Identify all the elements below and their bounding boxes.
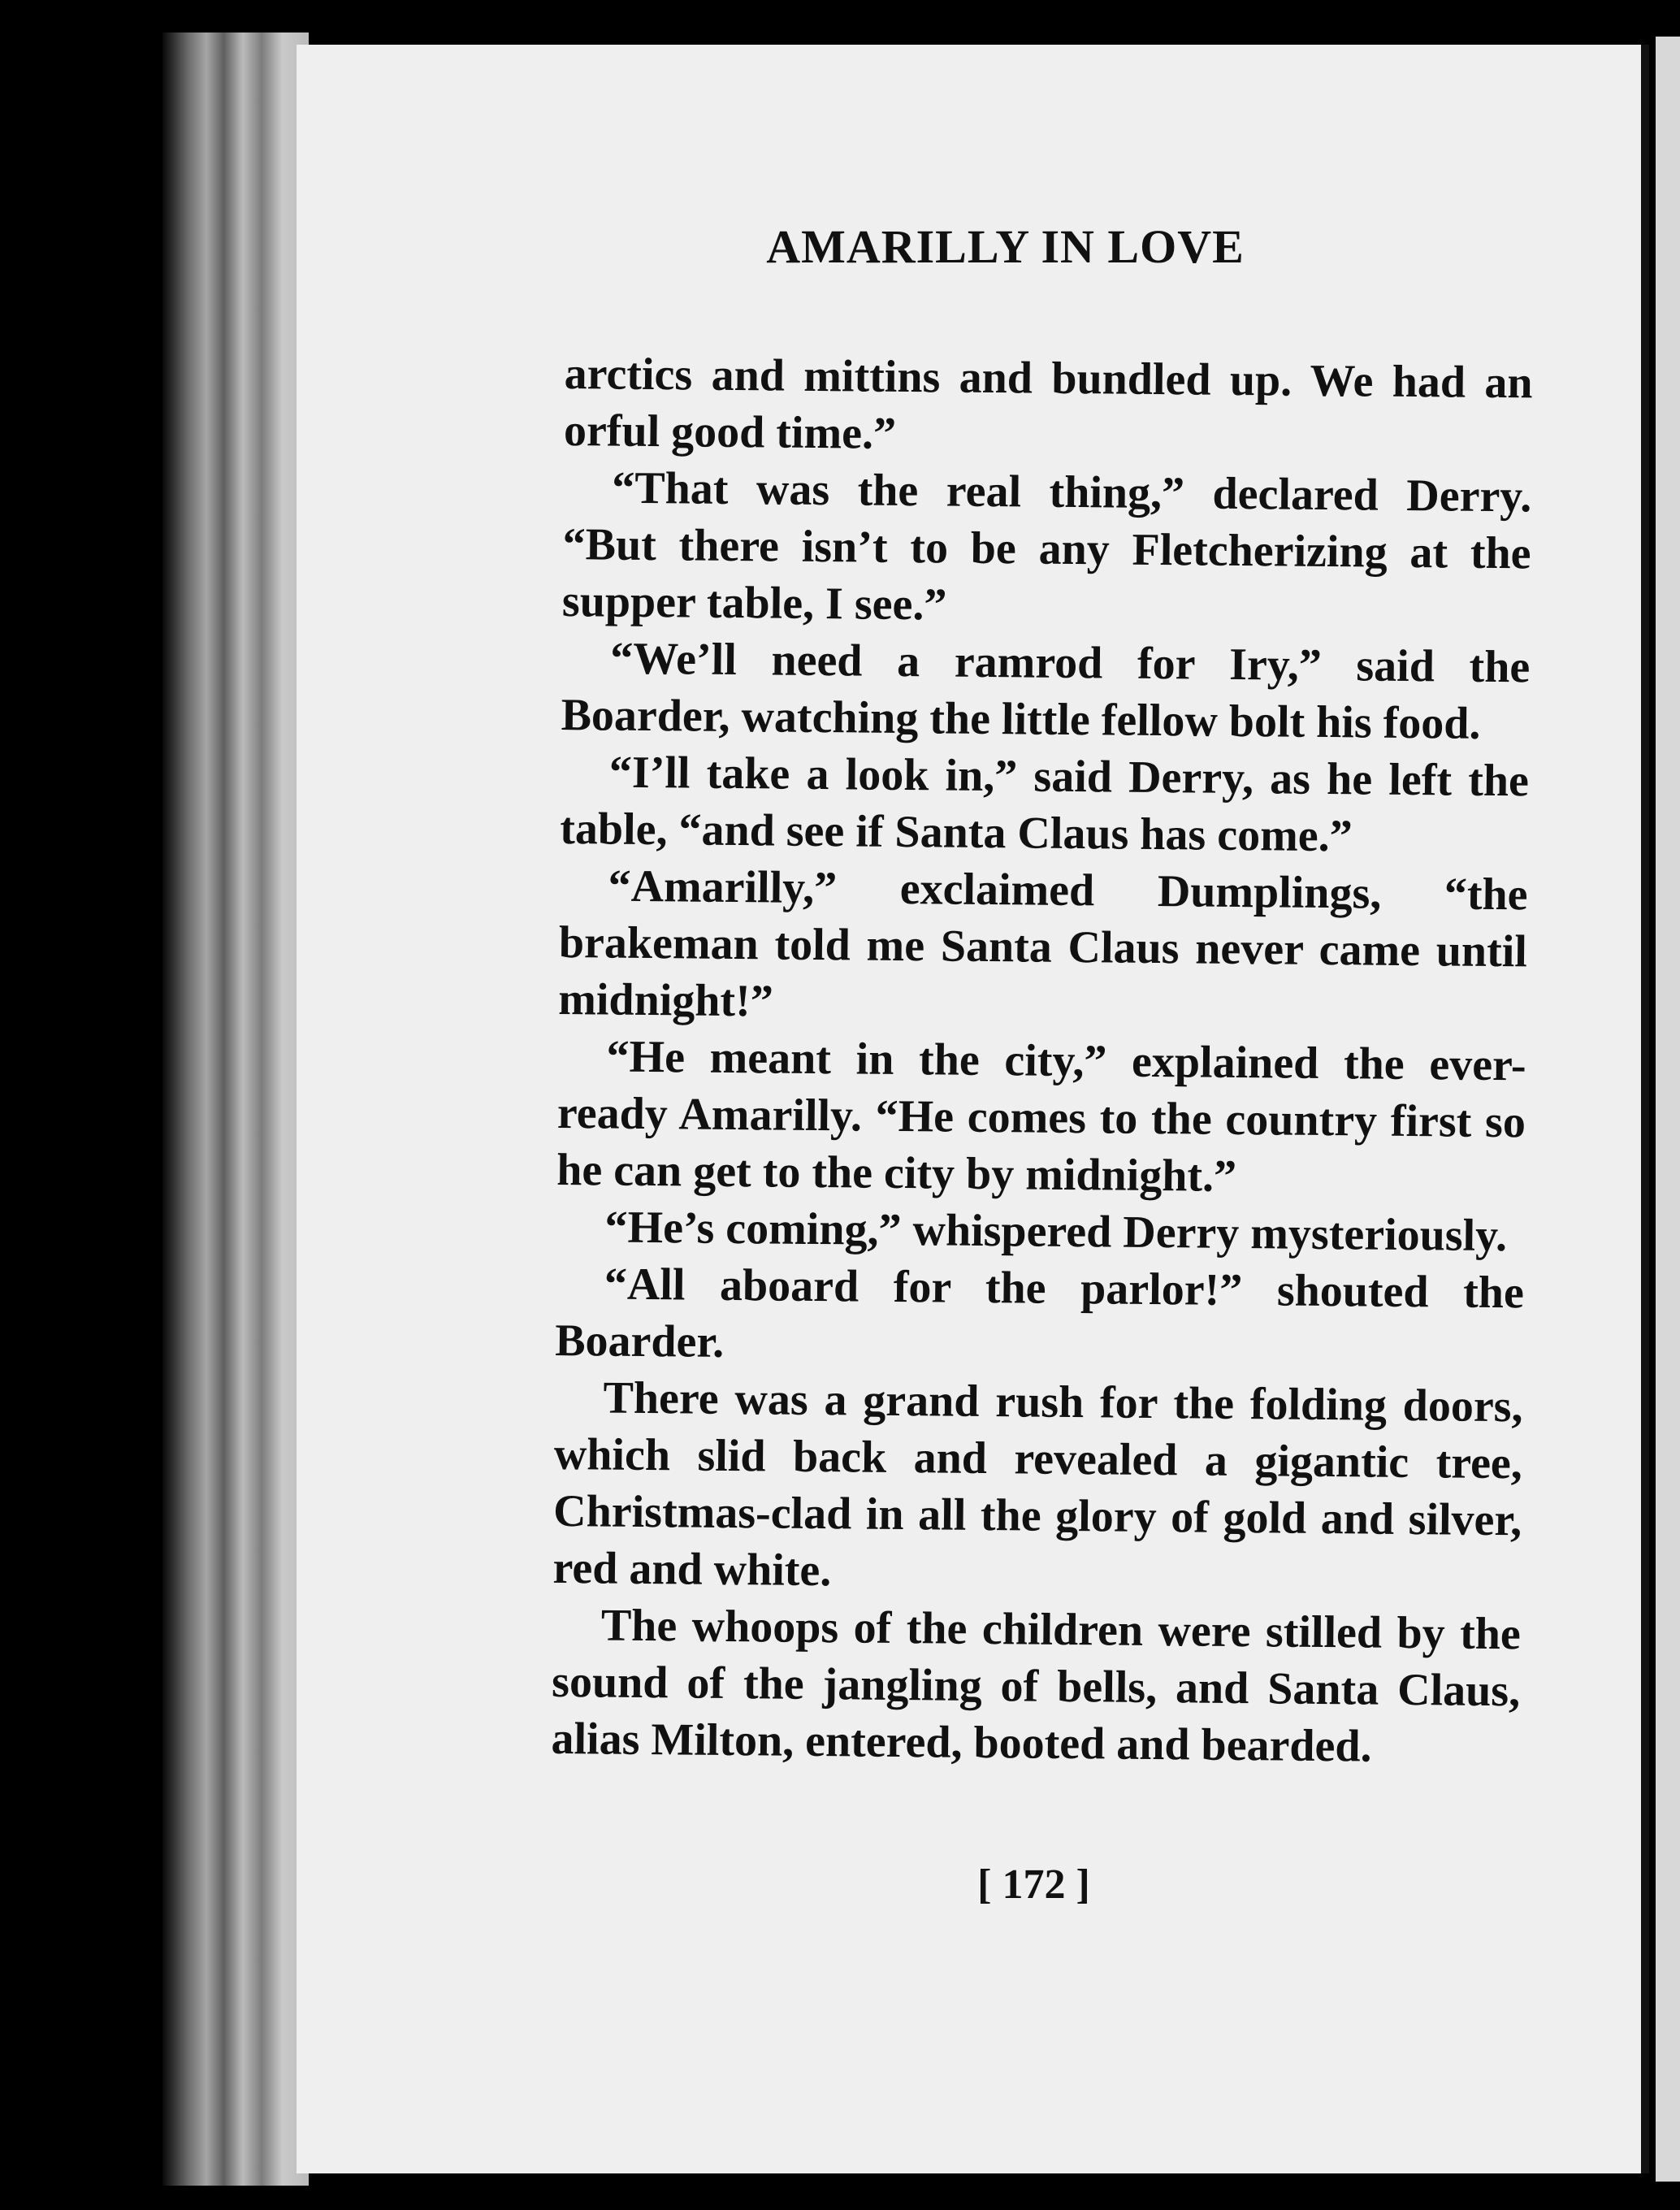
book-page: [297, 45, 1649, 2173]
paragraph: arctics and mittins and bundled up. We had an orful good time.”: [563, 348, 1533, 459]
paragraph: “He’s coming,” whispered Derry mysteriously.: [604, 1202, 1508, 1262]
paragraph: “He meant in the city,” explained the ever-ready Amarilly. “He comes to the country first so he can get to the city by midnight.”: [556, 1031, 1526, 1202]
paragraph: There was a grand rush for the folding doors, which slid back and revealed a gigantic tree, Christmas-clad in all the glory of gold and silver, red and white.: [552, 1372, 1523, 1597]
page-edge-shadow: [162, 32, 309, 2186]
paragraph: “We’ll need a ramrod for Iry,” said the Boarder, watching the little fellow bolt his food.: [561, 633, 1531, 749]
paragraph: The whoops of the children were stilled by the sound of the jangling of bells, and Santa Claus, alias Milton, entered, booted and bearded.: [551, 1600, 1522, 1772]
paragraph: “All aboard for the parlor!” shouted the Boarder.: [554, 1259, 1525, 1367]
right-page-strip: [1656, 37, 1680, 2182]
paragraph: “I’ll take a look in,” said Derry, as he left the table, “and see if Santa Claus has come.”: [559, 747, 1530, 862]
running-head: AMARILLY IN LOVE: [766, 220, 1245, 273]
paragraph: “Amarilly,” exclaimed Dumplings, “the brakeman told me Santa Claus never came until midnight!”: [557, 860, 1528, 1027]
paragraph: “That was the real thing,” declared Derry. “But there isn’t to be any Fletcherizing at the supper table, I see.”: [561, 462, 1532, 630]
page-number: [ 172 ]: [977, 1861, 1090, 1908]
body-text: [551, 345, 1533, 1776]
